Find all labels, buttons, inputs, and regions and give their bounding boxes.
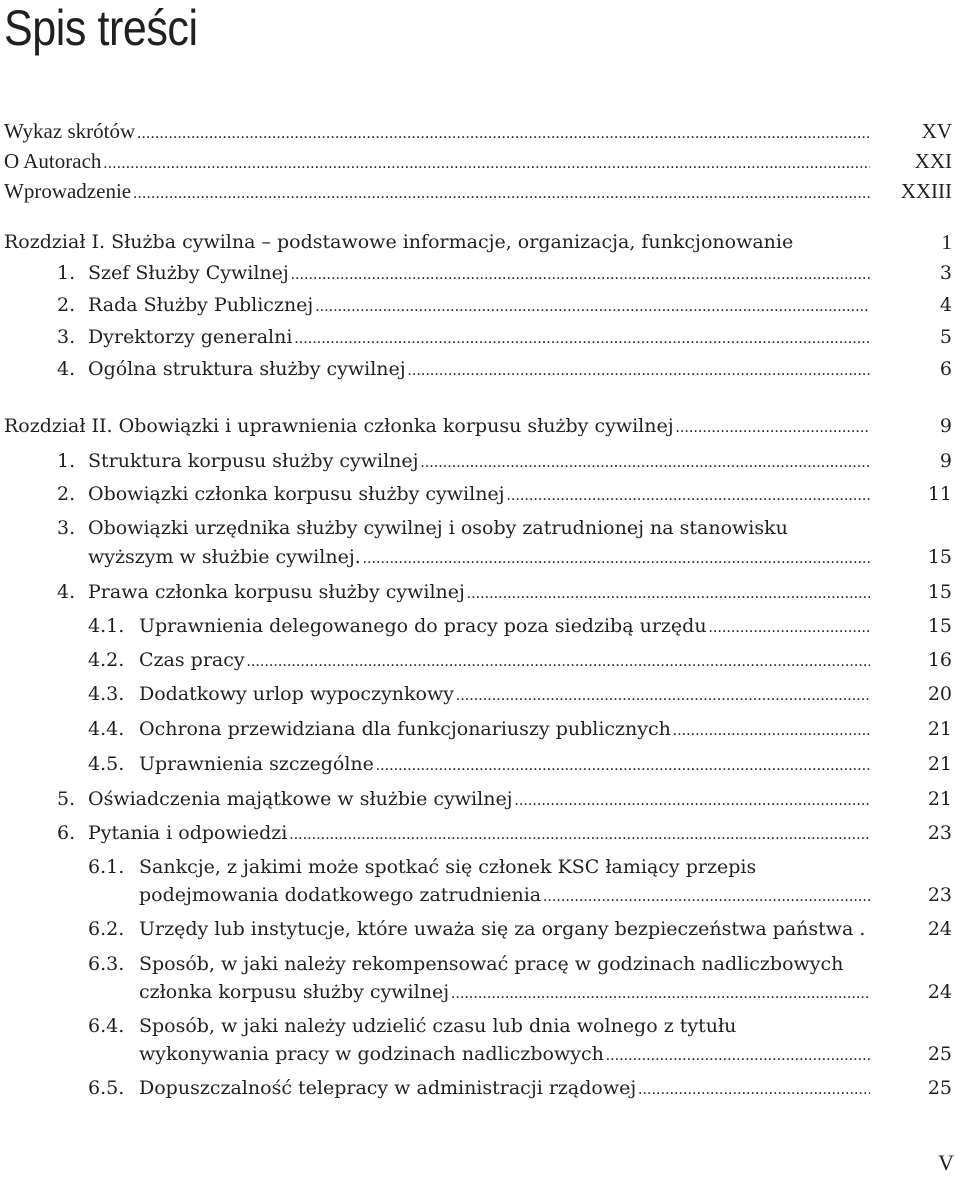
entry-number: 2. xyxy=(57,294,76,316)
entry-number: 4.4. xyxy=(88,718,125,740)
leader-dots xyxy=(313,292,870,320)
leader-dots xyxy=(101,149,870,176)
entry-label: Urzędy lub instytucje, które uważa się za organy bezpieczeństwa państwa . xyxy=(139,918,866,940)
footer-page-number: V xyxy=(938,1150,954,1175)
page-number: 11 xyxy=(927,483,952,505)
entry-number: 4.5. xyxy=(88,753,125,775)
page-number: 21 xyxy=(927,788,952,810)
entry-label: Wprowadzenie xyxy=(4,179,132,203)
entry-label: Ogólna struktura służby cywilnej xyxy=(88,358,406,380)
leader-dots xyxy=(465,579,870,607)
page-number: 3 xyxy=(939,262,952,284)
entry-label: Obowiązki urzędnika służby cywilnej i osoby zatrudnionej na stanowisku xyxy=(88,517,788,539)
entry-number: 3. xyxy=(57,326,76,348)
page-number: 23 xyxy=(927,822,952,844)
entry-label: Sankcje, z jakimi może spotkać się członek KSC łamiący przepis xyxy=(139,856,757,878)
page-number: 6 xyxy=(939,358,952,380)
page-number: 24 xyxy=(927,918,952,940)
entry-label: Dodatkowy urlop wypoczynkowy xyxy=(139,683,454,705)
entry-number: 1. xyxy=(57,262,76,284)
entry-label: Sposób, w jaki należy udzielić czasu lub dnia wolnego z tytułu xyxy=(139,1015,737,1037)
leader-dots xyxy=(671,716,870,744)
entry-number: 6.5. xyxy=(88,1077,125,1099)
entry-number: 6.1. xyxy=(88,856,125,878)
entry-number: 4.3. xyxy=(88,683,125,705)
entry-number: 6. xyxy=(57,822,76,844)
page-number: 21 xyxy=(927,718,952,740)
entry-number: 2. xyxy=(57,483,76,505)
page-number: 9 xyxy=(939,450,952,472)
entry-label: Uprawnienia delegowanego do pracy poza siedzibą urzędu xyxy=(139,615,707,637)
entry-label: Szef Służby Cywilnej xyxy=(88,262,289,284)
entry-number: 6.2. xyxy=(88,918,125,940)
entry-label-continued: wykonywania pracy w godzinach nadliczbowych xyxy=(139,1043,604,1065)
entry-label: Dyrektorzy generalni xyxy=(88,326,293,348)
page-number: XXI xyxy=(914,149,952,173)
page-number: 15 xyxy=(927,581,952,603)
leader-dots xyxy=(131,179,870,206)
chapter-label: Rozdział II. Obowiązki i uprawnienia członka korpusu służby cywilnej xyxy=(4,415,674,437)
entry-number: 4.2. xyxy=(88,649,125,671)
page-number: 5 xyxy=(939,326,952,348)
page-number: 25 xyxy=(927,1043,952,1065)
page-number: 21 xyxy=(927,753,952,775)
leader-dots xyxy=(674,413,870,441)
entry-number: 1. xyxy=(57,450,76,472)
page-number: 15 xyxy=(927,546,952,568)
entry-label: Prawa członka korpusu służby cywilnej xyxy=(88,581,465,603)
chapter-label: Rozdział I. Służba cywilna – podstawowe informacje, organizacja, funkcjonowanie xyxy=(4,231,794,253)
page-number: 9 xyxy=(939,415,952,437)
entry-label: Sposób, w jaki należy rekompensować pracę w godzinach nadliczbowych xyxy=(139,953,844,975)
page-number: 23 xyxy=(927,884,952,906)
page-number: 25 xyxy=(927,1077,952,1099)
entry-label: Czas pracy xyxy=(139,649,245,671)
entry-number: 6.3. xyxy=(88,953,125,975)
page-number: 24 xyxy=(927,981,952,1003)
leader-dots xyxy=(604,1041,870,1069)
leader-dots xyxy=(406,356,870,384)
page-number: 1 xyxy=(941,230,952,254)
leader-dots xyxy=(454,681,870,709)
entry-number: 4. xyxy=(57,358,76,380)
entry-number: 5. xyxy=(57,788,76,810)
entry-label: Rada Służby Publicznej xyxy=(88,294,314,316)
page-number: 4 xyxy=(939,294,952,316)
entry-label: Obowiązki członka korpusu służby cywilnej xyxy=(88,483,505,505)
page-number: 16 xyxy=(927,649,952,671)
entry-label: Ochrona przewidziana dla funkcjonariuszy publicznych xyxy=(139,718,671,740)
entry-label-continued: podejmowania dodatkowego zatrudnienia xyxy=(139,884,542,906)
leader-dots xyxy=(541,882,870,910)
page-title: Spis treści xyxy=(4,0,198,56)
leader-dots xyxy=(636,1075,870,1103)
page-number: XV xyxy=(921,119,952,143)
entry-number: 4. xyxy=(57,581,76,603)
leader-dots xyxy=(287,820,870,848)
leader-dots xyxy=(505,481,870,509)
leader-dots xyxy=(449,979,870,1007)
entry-number: 3. xyxy=(57,517,76,539)
page-number: 20 xyxy=(927,683,952,705)
leader-dots xyxy=(245,647,870,675)
page-number: 15 xyxy=(927,615,952,637)
leader-dots xyxy=(135,119,870,146)
entry-label: Pytania i odpowiedzi xyxy=(88,822,288,844)
leader-dots xyxy=(292,324,870,352)
leader-dots xyxy=(513,786,870,814)
entry-label: Oświadczenia majątkowe w służbie cywilnej xyxy=(88,788,513,810)
entry-label-continued: członka korpusu służby cywilnej xyxy=(139,981,450,1003)
leader-dots xyxy=(707,613,870,641)
leader-dots xyxy=(289,260,870,288)
entry-label: Struktura korpusu służby cywilnej xyxy=(88,450,419,472)
entry-label: Wykaz skrótów xyxy=(4,119,136,143)
entry-label: Uprawnienia szczególne xyxy=(139,753,374,775)
entry-label: Dopuszczalność telepracy w administracji rządowej xyxy=(139,1077,637,1099)
entry-number: 6.4. xyxy=(88,1015,125,1037)
entry-label-continued: wyższym w służbie cywilnej. xyxy=(88,546,361,568)
leader-dots xyxy=(419,448,870,476)
leader-dots xyxy=(374,751,870,779)
leader-dots xyxy=(361,544,870,572)
entry-label: O Autorach xyxy=(4,149,102,173)
page-number: XXIII xyxy=(900,179,952,203)
entry-number: 4.1. xyxy=(88,615,125,637)
